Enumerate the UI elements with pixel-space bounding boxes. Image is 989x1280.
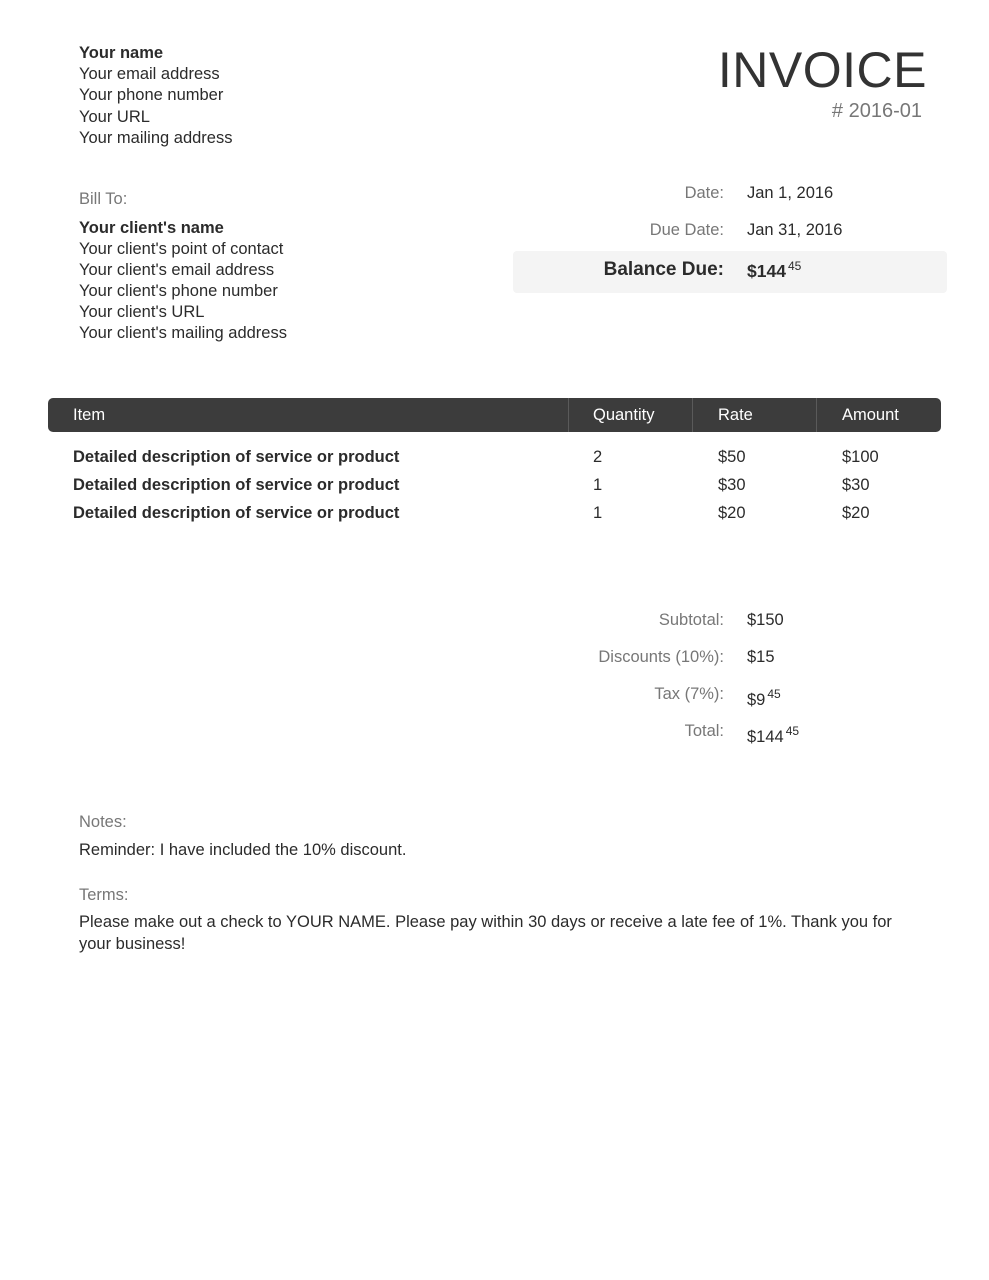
item-rate: $30 [718, 476, 746, 494]
table-row [0, 502, 989, 530]
total-whole: $144 [747, 728, 784, 746]
notes-text: Reminder: I have included the 10% discount. [79, 841, 407, 859]
tax-whole: $9 [747, 691, 766, 709]
balance-due-whole: $144 [747, 261, 786, 281]
total-label: Total: [684, 722, 724, 740]
notes-label: Notes: [79, 813, 127, 831]
item-quantity: 1 [593, 476, 603, 494]
client-contact: Your client's point of contact [79, 240, 284, 258]
client-url: Your client's URL [79, 303, 205, 321]
table-row [0, 446, 989, 474]
client-address: Your client's mailing address [79, 324, 287, 342]
invoice-number: # 2016-01 [831, 100, 922, 122]
sender-url: Your URL [79, 107, 150, 126]
header-amount: Amount [842, 406, 899, 424]
invoice-title: INVOICE [717, 42, 927, 98]
sender-name: Your name [79, 44, 164, 62]
terms-label: Terms: [79, 886, 129, 904]
total-cents: 45 [785, 724, 800, 738]
item-description: Detailed description of service or product [73, 476, 400, 494]
item-quantity: 1 [593, 504, 603, 522]
discount-label: Discounts (10%): [598, 648, 724, 666]
item-quantity: 2 [593, 448, 603, 466]
items-table-header [48, 398, 941, 432]
subtotal-label: Subtotal: [658, 611, 724, 629]
item-rate: $50 [718, 448, 746, 466]
header-separator [692, 398, 693, 432]
bill-to-label: Bill To: [79, 190, 128, 208]
header-quantity: Quantity [593, 406, 655, 424]
due-date-label: Due Date: [649, 221, 724, 239]
item-description: Detailed description of service or product [73, 448, 400, 466]
date-value: Jan 1, 2016 [747, 184, 834, 202]
item-amount: $20 [842, 504, 870, 522]
sender-phone: Your phone number [79, 86, 224, 105]
balance-due-label: Balance Due: [603, 259, 724, 280]
item-description: Detailed description of service or product [73, 504, 400, 522]
total-value [747, 720, 799, 748]
tax-label: Tax (7%): [654, 685, 724, 703]
item-amount: $100 [842, 448, 879, 466]
balance-due-box [513, 251, 947, 293]
terms-text: Please make out a check to YOUR NAME. Please pay within 30 days or receive a late fee of 1%. Thank you for your business! [79, 913, 892, 953]
header-rate: Rate [718, 406, 753, 424]
header-separator [816, 398, 817, 432]
client-phone: Your client's phone number [79, 282, 278, 300]
header-item: Item [73, 406, 106, 424]
sender-block [79, 43, 232, 149]
due-date-value: Jan 31, 2016 [747, 221, 843, 239]
subtotal-value: $150 [747, 611, 784, 629]
client-block [79, 218, 287, 344]
sender-email: Your email address [79, 65, 220, 84]
balance-due-cents: 45 [787, 259, 802, 273]
item-amount: $30 [842, 476, 870, 494]
table-row [0, 474, 989, 502]
header-separator [568, 398, 569, 432]
discount-value: $15 [747, 648, 775, 666]
client-email: Your client's email address [79, 261, 275, 279]
sender-address: Your mailing address [79, 128, 233, 147]
item-rate: $20 [718, 504, 746, 522]
date-label: Date: [684, 184, 724, 202]
tax-value [747, 683, 781, 711]
balance-due-value [747, 259, 801, 282]
client-name: Your client's name [79, 219, 224, 237]
tax-cents: 45 [767, 687, 781, 701]
